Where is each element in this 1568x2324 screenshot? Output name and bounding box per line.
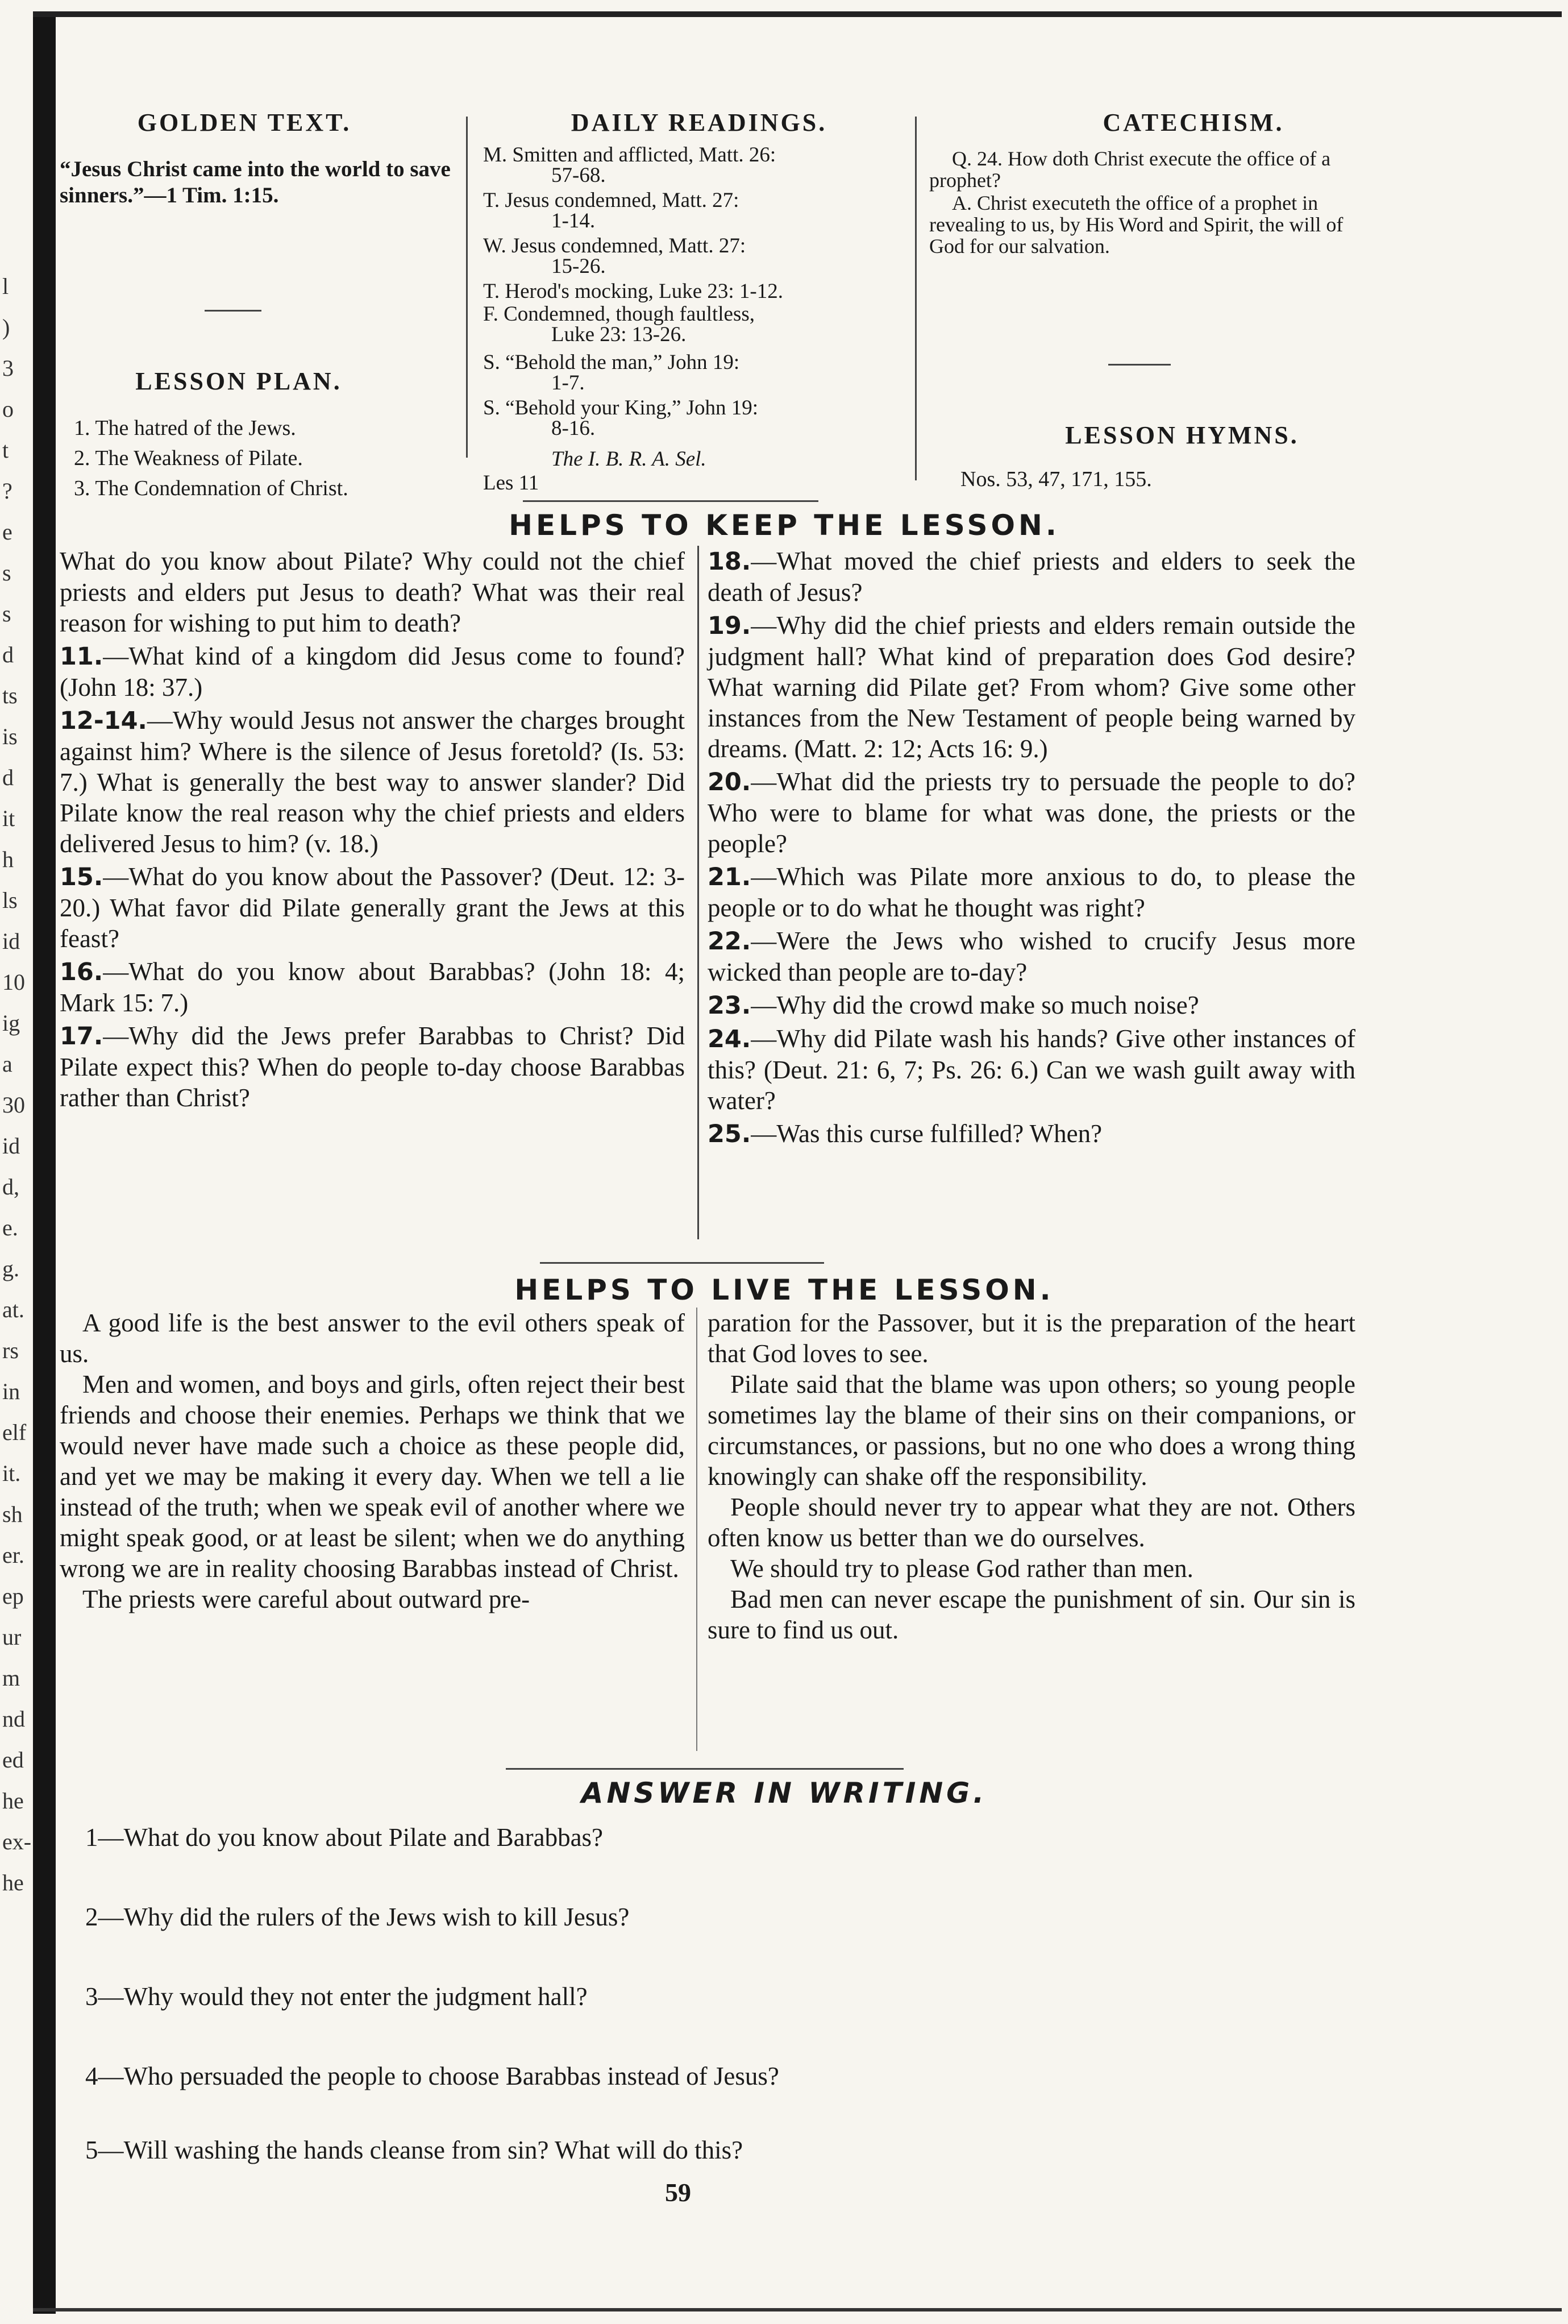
column-rule: [697, 546, 699, 1239]
question-paragraph: 16.—What do you know about Barabbas? (John 18: 4; Mark 15: 7.): [60, 957, 685, 1017]
reading-item: W. Jesus condemned, Matt. 27: 15-26.: [483, 234, 746, 278]
margin-fragment: ls: [2, 887, 18, 913]
margin-fragment: h: [2, 846, 14, 872]
lesson-hymns-text: Nos. 53, 47, 171, 155.: [960, 467, 1152, 491]
margin-fragment: s: [2, 560, 11, 586]
margin-fragment: nd: [2, 1706, 25, 1732]
writing-question: 3—Why would they not enter the judgment hall?: [85, 1982, 588, 2011]
catechism-answer: A. Christ executeth the office of a prophet in revealing to us, by His Word and Spirit, the will of God for our salvation.: [929, 192, 1344, 258]
writing-question: 1—What do you know about Pilate and Barabbas?: [85, 1823, 604, 1852]
margin-fragment: s: [2, 601, 11, 626]
margin-fragment: l: [2, 273, 9, 299]
margin-fragment: d: [2, 765, 14, 790]
question-paragraph: 18.—What moved the chief priests and elders to seek the death of Jesus?: [708, 547, 1355, 607]
margin-fragment: t: [2, 437, 9, 463]
question-paragraph: 24.—Why did Pilate wash his hands? Give other instances of this? (Deut. 21: 6, 7; Ps. 26: 6.) Can we wash guilt away with water?: [708, 1024, 1355, 1115]
helps-live-title: HELPS TO LIVE THE LESSON.: [514, 1273, 1054, 1306]
margin-fragment: ed: [2, 1747, 24, 1773]
margin-fragment: in: [2, 1379, 20, 1404]
top-rule: [33, 11, 1562, 17]
binding-border: [33, 11, 56, 2314]
margin-fragment: id: [2, 928, 20, 954]
margin-fragment: it.: [2, 1460, 21, 1486]
reading-item: S. “Behold your King,” John 19: 8-16.: [483, 396, 759, 440]
catechism-question: Q. 24. How doth Christ execute the office of a prophet?: [929, 147, 1331, 192]
title-rule: [506, 1768, 904, 1770]
reading-item: T. Jesus condemned, Matt. 27: 1-14.: [483, 189, 739, 233]
margin-fragment: elf: [2, 1420, 27, 1445]
margin-fragment: ep: [2, 1583, 24, 1609]
margin-fragment: ?: [2, 478, 13, 504]
margin-fragment: o: [2, 396, 14, 422]
bottom-rule: [33, 2308, 1562, 2311]
reading-item: F. Condemned, though faultless, Luke 23: 13-26.: [483, 302, 755, 346]
title-rule: [523, 500, 818, 502]
margin-fragment: 30: [2, 1092, 25, 1118]
daily-readings-heading: DAILY READINGS.: [571, 109, 827, 136]
margin-fragment: id: [2, 1133, 20, 1159]
golden-text-heading: GOLDEN TEXT.: [137, 109, 352, 136]
margin-fragment: ex-: [2, 1829, 32, 1854]
question-paragraph: 12-14.—Why would Jesus not answer the charges brought against him? Where is the silence of Jesus foretold? (Is. 53: 7.) What is generally the best way to answer slander? Did Pilate know the real reason why the chief priests and elders delivered Jesus to him? (v. 18.): [60, 706, 685, 858]
helps-keep-right: [708, 546, 1355, 1152]
margin-fragment: er.: [2, 1542, 24, 1568]
writing-question: 2—Why did the rulers of the Jews wish to kill Jesus?: [85, 1903, 630, 1931]
margin-fragment: at.: [2, 1297, 24, 1322]
catechism-heading: CATECHISM.: [1103, 109, 1284, 136]
margin-fragment: e.: [2, 1215, 18, 1240]
helps-live-left: [60, 1308, 685, 1615]
question-paragraph: 22.—Were the Jews who wished to crucify Jesus more wicked than people are to-day?: [708, 927, 1355, 986]
paragraph: We should try to please God rather than men.: [730, 1554, 1193, 1583]
helps-keep-left: [60, 546, 685, 1115]
margin-fragment: sh: [2, 1501, 23, 1527]
question-paragraph: 25.—Was this curse fulfilled? When?: [708, 1119, 1103, 1148]
margin-fragment: is: [2, 724, 18, 749]
question-paragraph: What do you know about Pilate? Why could not the chief priests and elders put Jesus to death? What was their real reason for wishing to put him to death?: [60, 547, 685, 637]
paragraph: People should never try to appear what they are not. Others often know us better than we do ourselves.: [708, 1493, 1355, 1552]
margin-fragment: d,: [2, 1174, 19, 1200]
page-number: 59: [665, 2178, 691, 2207]
reading-item: M. Smitten and afflicted, Matt. 26: 57-68.: [483, 143, 776, 187]
margin-fragment: e: [2, 519, 13, 545]
paragraph: A good life is the best answer to the evil others speak of us.: [60, 1309, 685, 1368]
question-paragraph: 23.—Why did the crowd make so much noise?: [708, 991, 1199, 1020]
margin-fragment: he: [2, 1870, 24, 1895]
paragraph: Bad men can never escape the punishment of sin. Our sin is sure to find us out.: [708, 1585, 1355, 1644]
golden-text-verse: “Jesus Christ came into the world to save sinners.”—1 Tim. 1:15.: [60, 157, 451, 208]
reading-item: T. Herod's mocking, Luke 23: 1-12.: [483, 280, 783, 303]
margin-fragment: 3: [2, 355, 14, 381]
helps-live-right: [708, 1308, 1355, 1645]
lesson-plan-item: 3. The Condemnation of Christ.: [74, 476, 348, 500]
paragraph: paration for the Passover, but it is the preparation of the heart that God loves to see.: [708, 1309, 1355, 1368]
margin-fragment: m: [2, 1665, 20, 1691]
writing-question: 4—Who persuaded the people to choose Barabbas instead of Jesus?: [85, 2062, 779, 2090]
answer-writing-title: ANSWER IN WRITING.: [581, 1777, 988, 1810]
margin-fragment: ur: [2, 1624, 22, 1650]
margin-fragment: g.: [2, 1256, 19, 1281]
margin-fragment: rs: [2, 1338, 19, 1363]
margin-fragment: ): [2, 314, 10, 340]
column-rule: [696, 1308, 697, 1751]
helps-keep-title: HELPS TO KEEP THE LESSON.: [509, 509, 1060, 542]
question-paragraph: 11.—What kind of a kingdom did Jesus come to found? (John 18: 37.): [60, 642, 685, 702]
question-paragraph: 15.—What do you know about the Passover? (Deut. 12: 3-20.) What favor did Pilate generally grant the Jews at this feast?: [60, 862, 685, 953]
margin-fragment: it: [2, 806, 15, 831]
readings-footer: The I. B. R. A. Sel.: [551, 447, 706, 471]
title-rule: [540, 1262, 824, 1264]
paragraph: Pilate said that the blame was upon others; so young people sometimes lay the blame of their sins on their companions, or circumstances, or passions, but no one who does a wrong thing knowingly can shake off the responsibility.: [708, 1370, 1355, 1491]
column-rule: [466, 117, 468, 458]
lesson-plan-heading: LESSON PLAN.: [135, 367, 342, 395]
paragraph: Men and women, and boys and girls, often reject their best friends and choose their enemies. Perhaps we think that we would never have made such a choice as these people did, and yet we may be making it every day. When we tell a lie instead of the truth; when we speak evil of another where we might speak good, or at least be silent; when we do anything wrong we are in reality choosing Barabbas instead of Christ.: [60, 1370, 685, 1583]
margin-fragment: d: [2, 642, 14, 667]
margin-fragment: he: [2, 1788, 24, 1813]
lesson-hymns-heading: LESSON HYMNS.: [1065, 421, 1299, 449]
question-paragraph: 20.—What did the priests try to persuade the people to do? Who were to blame for what was done, the priests or the people?: [708, 767, 1355, 858]
question-paragraph: 19.—Why did the chief priests and elders remain outside the judgment hall? What kind of preparation does God desire? What warning did Pilate get? From whom? Give some other instances from the New Testament of people being warned by dreams. (Matt. 2: 12; Acts 16: 9.): [708, 611, 1355, 763]
question-paragraph: 17.—Why did the Jews prefer Barabbas to Christ? Did Pilate expect this? When do people to-day choose Barabbas rather than Christ?: [60, 1022, 685, 1112]
writing-question: 5—Will washing the hands cleanse from sin? What will do this?: [85, 2136, 743, 2164]
readings-footer-lesson: Les 11: [483, 471, 539, 495]
column-rule: [915, 117, 917, 480]
margin-fragment: 10: [2, 969, 25, 995]
paragraph: The priests were careful about outward pre-: [82, 1585, 530, 1613]
margin-fragment: ts: [2, 683, 18, 708]
lesson-plan-item: 1. The hatred of the Jews.: [74, 416, 296, 440]
margin-fragment: ig: [2, 1010, 20, 1036]
reading-item: S. “Behold the man,” John 19: 1-7.: [483, 351, 740, 395]
left-margin-bleed: [0, 0, 32, 2324]
question-paragraph: 21.—Which was Pilate more anxious to do, to please the people or to do what he thought was right?: [708, 862, 1355, 922]
margin-fragment: a: [2, 1051, 13, 1077]
divider: [1108, 364, 1171, 366]
lesson-plan-item: 2. The Weakness of Pilate.: [74, 446, 303, 470]
divider: [205, 310, 261, 312]
